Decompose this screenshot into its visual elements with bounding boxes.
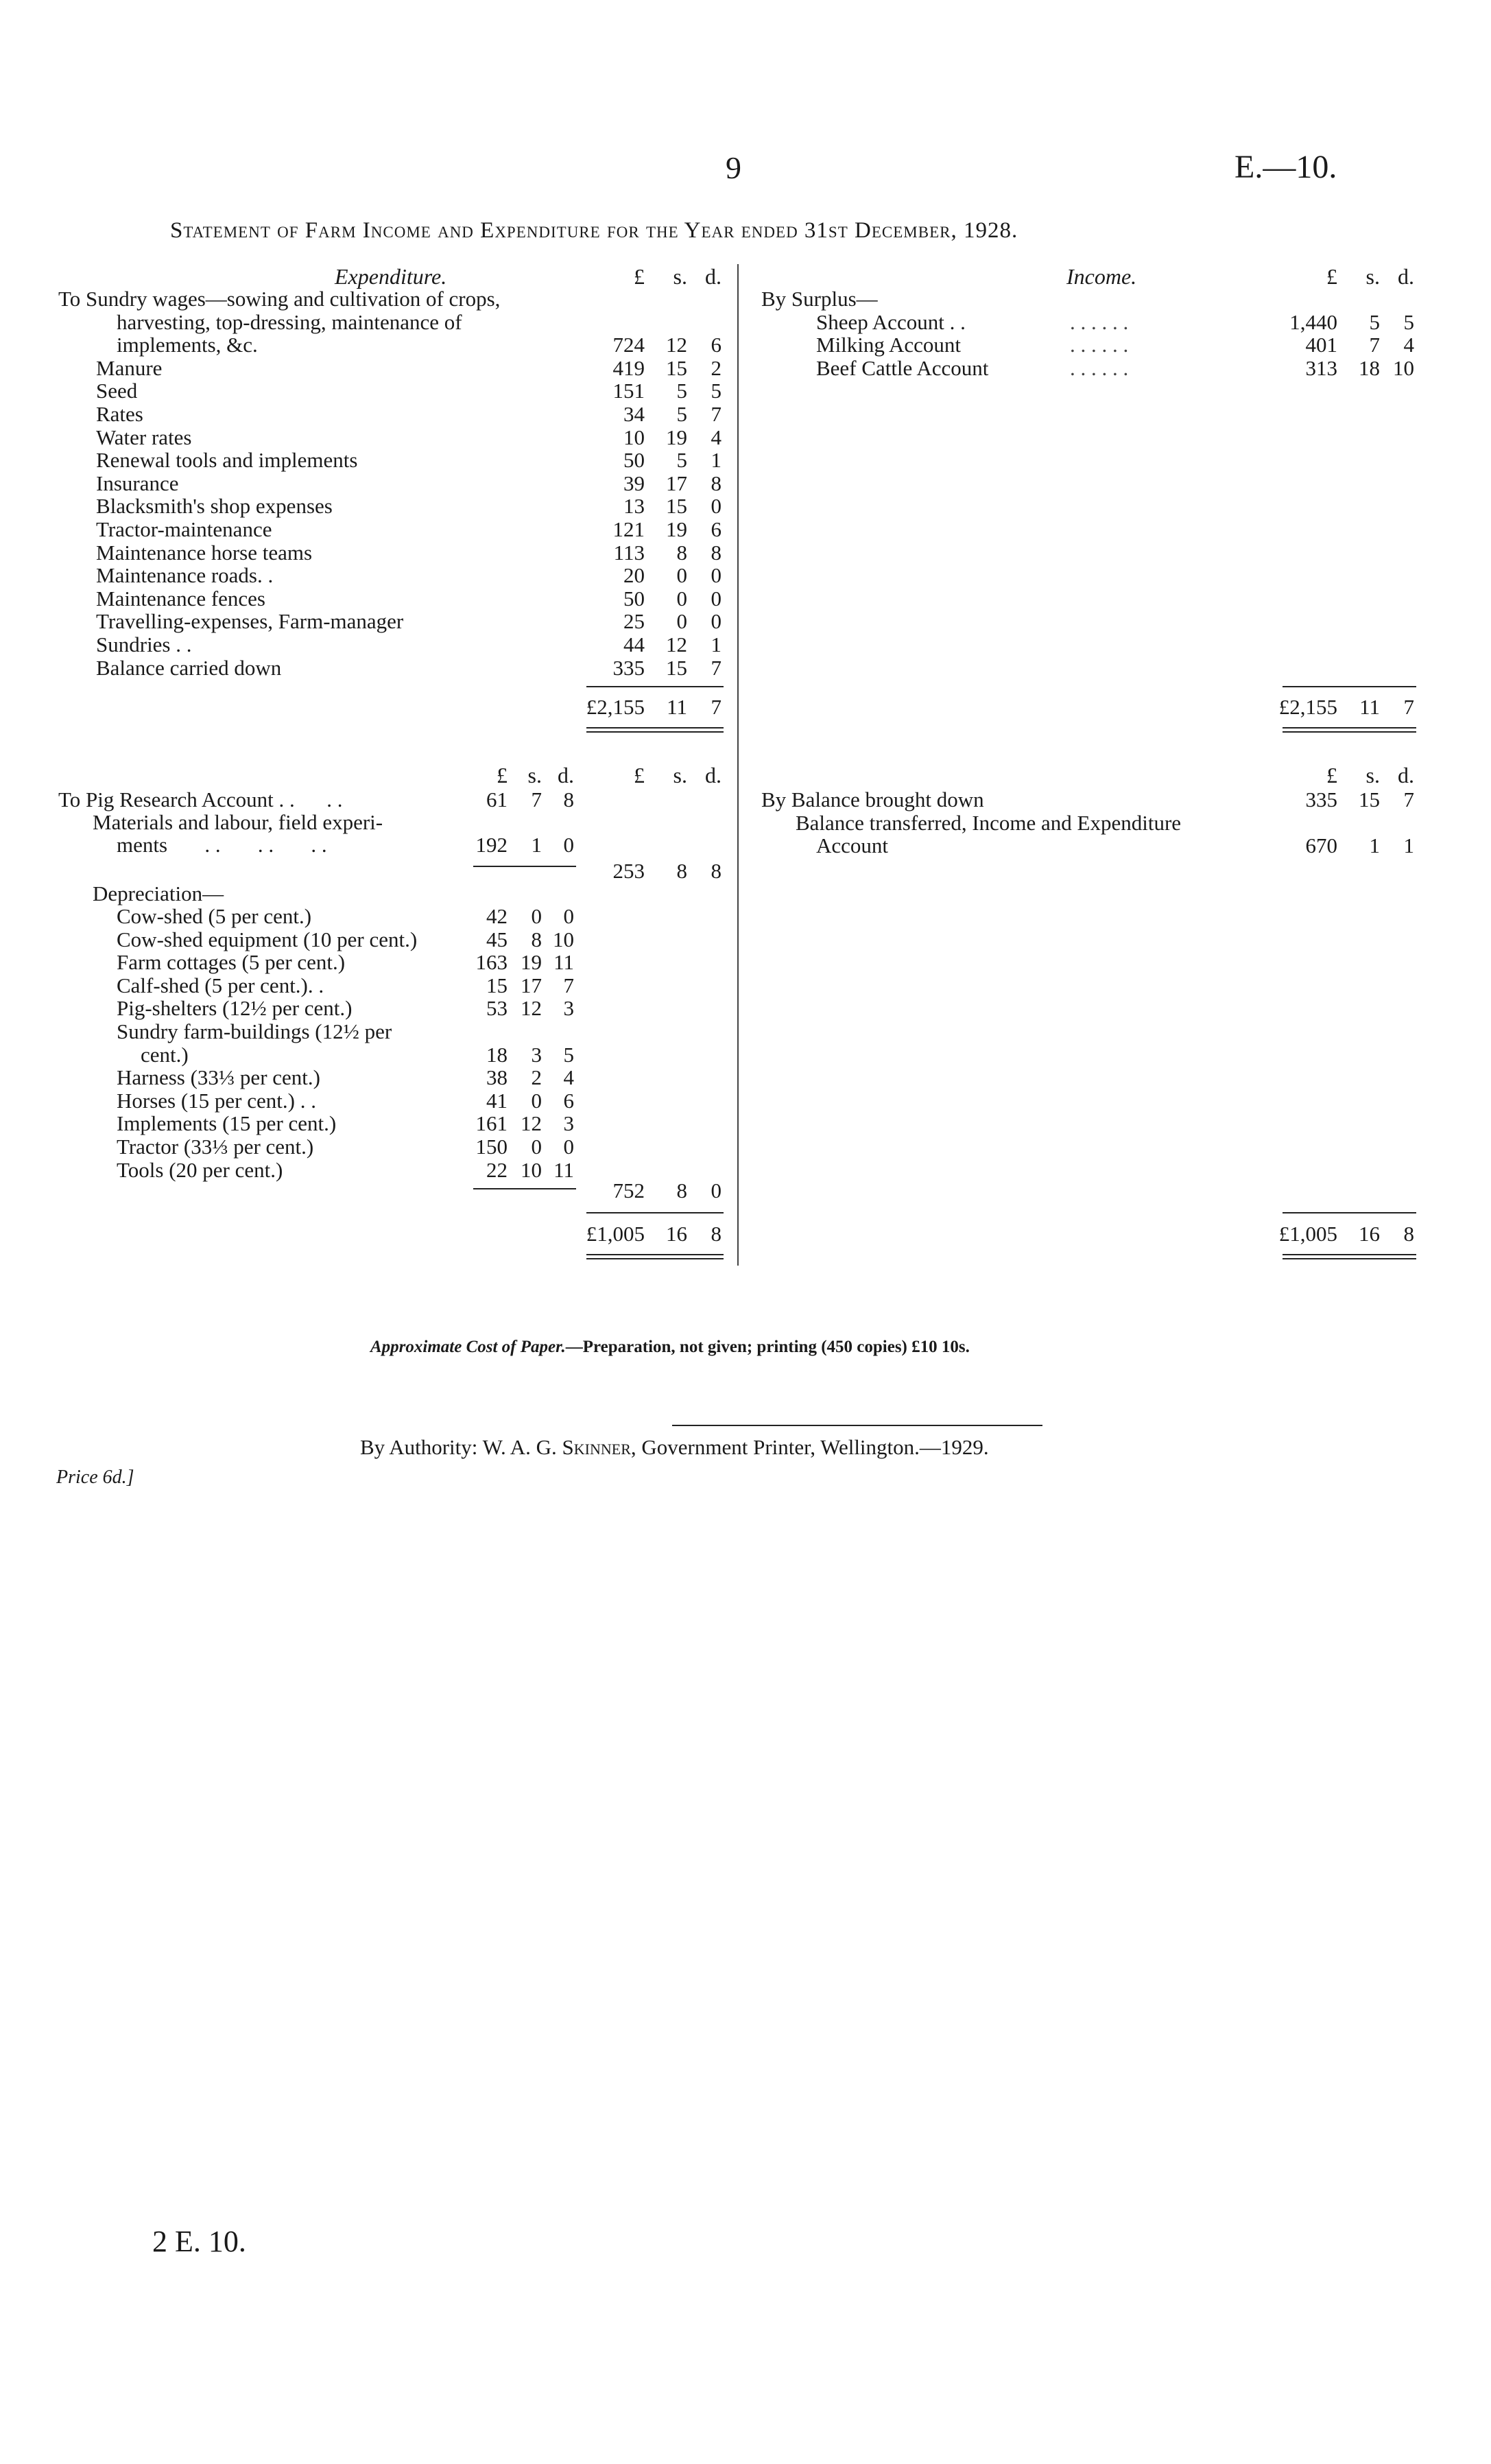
expenditure-row-shillings: 17 [666,471,687,495]
s2-total-rule-bottom-right-2 [1283,1258,1416,1259]
s2-col-shillings-right: s. [1365,763,1380,787]
expenditure-row-shillings: 15 [666,494,687,519]
total-shillings-right: 11 [1359,695,1380,719]
col-pounds-left: £ [634,264,645,289]
s2-income-row-pence: 7 [1403,787,1414,812]
depreciation-row-shillings: 19 [521,950,542,975]
depreciation-row-shillings: 12 [521,996,542,1021]
expenditure-row-label: Rates [96,402,143,426]
subtotal1-rule [473,866,576,867]
income-row-label: Beef Cattle Account [816,355,989,380]
depreciation-row-pounds: 18 [486,1042,508,1067]
subtotal1-shillings: 8 [676,859,687,883]
s2-total-rule-bottom-right [1283,1254,1416,1255]
archive-stamp: 2 E. 10. [152,2225,246,2258]
expenditure-row-pounds: 335 [612,655,645,680]
s2-col-pounds-left: £ [634,763,645,787]
document-reference: E.—10. [1234,149,1337,185]
s2-income-row-pence: 1 [1403,833,1414,858]
expenditure-row-label: Manure [96,355,163,380]
s2-income-row-label: Balance transferred, Income and Expenditure [796,810,1182,835]
expenditure-row-pounds: 25 [623,609,645,634]
depreciation-row-pounds: 53 [486,996,508,1021]
expenditure-row-pounds: 20 [623,563,645,588]
depreciation-row-pounds: 42 [486,904,508,928]
expenditure-row-shillings: 5 [676,402,687,426]
s2-total-pence-left: 8 [711,1222,721,1246]
s2-total-pounds-right: £1,005 [1278,1222,1337,1246]
depreciation-row-label: Calf-shed (5 per cent.). . [117,973,324,997]
expenditure-row-shillings: 19 [666,425,687,449]
depreciation-row-shillings: 3 [531,1042,542,1067]
expenditure-row-pence: 0 [711,609,721,634]
col-pence-left: d. [705,264,721,289]
depreciation-row-label: Farm cottages (5 per cent.) [117,950,346,975]
expenditure-row-pence: 1 [711,448,721,473]
materials-shillings: 1 [531,833,542,857]
depreciation-row-pounds: 150 [475,1135,508,1159]
expenditure-row-shillings: 5 [676,448,687,473]
s2-inner-col-shillings: s. [527,763,542,787]
depreciation-row-label: Implements (15 per cent.) [117,1111,337,1136]
s2-col-pence-left: d. [705,763,721,787]
materials-pounds: 192 [475,833,508,857]
depreciation-row-label: Cow-shed (5 per cent.) [117,904,312,928]
total-pounds-left: £2,155 [586,695,645,719]
expenditure-row-pence: 0 [711,563,721,588]
expenditure-row-pence: 6 [711,333,721,357]
total-rule-bottom-left-2 [586,731,724,733]
depreciation-row-shillings: 17 [521,973,542,997]
income-row-shillings: 7 [1369,333,1380,357]
s2-income-row-shillings: 15 [1359,787,1380,812]
s2-total-rule-bottom-left [586,1254,724,1255]
depreciation-row-pence: 6 [563,1088,574,1113]
subtotal2-rule [473,1188,576,1189]
income-row-label: By Surplus— [761,287,878,311]
col-shillings-left: s. [673,264,687,289]
income-row-pence: 5 [1403,309,1414,334]
depreciation-row-pence: 0 [563,904,574,928]
expenditure-row-label: Maintenance roads. . [96,563,274,588]
expenditure-row-pence: 7 [711,402,721,426]
total-shillings-left: 11 [667,695,687,719]
expenditure-row-pounds: 50 [623,448,645,473]
depreciation-row-shillings: 0 [531,904,542,928]
expenditure-row-shillings: 15 [666,655,687,680]
depreciation-row-pounds: 45 [486,927,508,951]
s2-col-pence-right: d. [1398,763,1414,787]
s2-total-rule-top-right [1283,1212,1416,1213]
income-row-label: Sheep Account . . [816,309,966,334]
depreciation-row-pounds: 38 [486,1065,508,1090]
s2-income-row-label: Account [816,833,889,858]
page-number: 9 [726,150,741,185]
s2-total-shillings-left: 16 [666,1222,687,1246]
depreciation-row-pence: 7 [563,973,574,997]
depreciation-row-shillings: 0 [531,1135,542,1159]
authority-line: By Authority: W. A. G. Skinner, Government Printer, Wellington.—1929. [360,1435,989,1459]
s2-income-row-pounds: 670 [1305,833,1337,858]
expenditure-row-shillings: 15 [666,355,687,380]
subtotal1-pence: 8 [711,859,721,883]
statement-title: Statement of Farm Income and Expenditure for the Year ended 31st December, 1928. [170,218,1018,243]
footer-rule [672,1425,1042,1426]
total-rule-bottom-left [586,727,724,728]
s2-income-row-pounds: 335 [1305,787,1337,812]
materials-label-2: ments . . . . . . [117,833,327,857]
expenditure-row-shillings: 5 [676,379,687,403]
depreciation-row-pounds: 41 [486,1088,508,1113]
expenditure-row-pounds: 113 [613,540,645,565]
expenditure-row-shillings: 12 [666,333,687,357]
subtotal2-pounds: 752 [612,1178,645,1203]
subtotal1-pounds: 253 [612,859,645,883]
expenditure-row-pence: 7 [711,655,721,680]
income-heading: Income. [1066,264,1137,289]
pig-research-pounds: 61 [486,787,508,812]
col-pence-right: d. [1398,264,1414,289]
depreciation-row-pounds: 163 [475,950,508,975]
income-row-pence: 4 [1403,333,1414,357]
income-row-leader-dots: . . . . . . [1070,309,1129,334]
expenditure-row-label: Water rates [96,425,192,449]
income-row-pounds: 1,440 [1289,309,1337,334]
expenditure-row-pounds: 419 [612,355,645,380]
expenditure-row-pence: 4 [711,425,721,449]
expenditure-row-pounds: 10 [623,425,645,449]
depreciation-row-pence: 5 [563,1042,574,1067]
depreciation-row-pence: 4 [563,1065,574,1090]
depreciation-row-pounds: 161 [475,1111,508,1136]
depreciation-row-pence: 3 [563,1111,574,1136]
pig-research-shillings: 7 [531,787,542,812]
depreciation-row-shillings: 2 [531,1065,542,1090]
col-shillings-right: s. [1365,264,1380,289]
depreciation-row-shillings: 12 [521,1111,542,1136]
total-pence-left: 7 [711,695,721,719]
expenditure-row-pence: 1 [711,632,721,656]
s2-income-row-label: By Balance brought down [761,787,984,812]
total-rule-bottom-right-2 [1283,731,1416,733]
depreciation-row-pence: 3 [563,996,574,1021]
expenditure-row-label: Seed [96,379,138,403]
expenditure-heading: Expenditure. [335,264,447,289]
total-rule-top-left [586,686,724,687]
s2-total-pence-right: 8 [1403,1222,1414,1246]
income-row-pounds: 401 [1305,333,1337,357]
income-row-label: Milking Account [816,333,961,357]
expenditure-row-label: implements, &c. [117,333,258,357]
expenditure-row-label: Maintenance horse teams [96,540,313,565]
expenditure-row-pence: 0 [711,494,721,519]
s2-inner-col-pounds: £ [497,763,508,787]
depreciation-row-label: Tractor (33⅓ per cent.) [117,1135,314,1159]
s2-total-rule-bottom-left-2 [586,1258,724,1259]
subtotal2-pence: 0 [711,1178,721,1203]
expenditure-row-pounds: 39 [623,471,645,495]
expenditure-row-pounds: 151 [612,379,645,403]
expenditure-row-label: Sundries . . [96,632,192,656]
expenditure-row-pence: 8 [711,540,721,565]
total-pence-right: 7 [1403,695,1414,719]
subtotal2-shillings: 8 [676,1178,687,1203]
s2-col-shillings-left: s. [673,763,687,787]
expenditure-row-label: Balance carried down [96,655,282,680]
depreciation-row-label: cent.) [141,1042,189,1067]
depreciation-row-label: Sundry farm-buildings (12½ per [117,1019,392,1043]
s2-total-rule-top-left [586,1212,724,1213]
depreciation-row-label: Cow-shed equipment (10 per cent.) [117,927,418,951]
expenditure-row-pence: 8 [711,471,721,495]
depreciation-row-label: Harness (33⅓ per cent.) [117,1065,320,1090]
income-row-leader-dots: . . . . . . [1070,333,1129,357]
depreciation-row-label: Pig-shelters (12½ per cent.) [117,996,353,1021]
expenditure-row-label: Maintenance fences [96,586,266,611]
expenditure-row-shillings: 8 [676,540,687,565]
expenditure-row-label: Insurance [96,471,179,495]
price-label: Price 6d.] [56,1467,134,1488]
expenditure-row-shillings: 0 [676,586,687,611]
expenditure-row-label: To Sundry wages—sowing and cultivation of crops, [58,287,501,311]
expenditure-row-pounds: 121 [612,517,645,541]
income-row-pence: 10 [1393,355,1414,380]
expenditure-row-label: Tractor-maintenance [96,517,272,541]
expenditure-row-pence: 6 [711,517,721,541]
depreciation-row-shillings: 0 [531,1088,542,1113]
expenditure-row-pounds: 34 [623,402,645,426]
expenditure-row-shillings: 0 [676,609,687,634]
depreciation-row-pounds: 15 [486,973,508,997]
col-pounds-right: £ [1326,264,1337,289]
expenditure-row-pounds: 724 [612,333,645,357]
s2-inner-col-pence: d. [558,763,574,787]
expenditure-row-pence: 2 [711,355,721,380]
expenditure-row-shillings: 12 [666,632,687,656]
depreciation-row-pence: 10 [553,927,574,951]
expenditure-row-pence: 5 [711,379,721,403]
income-row-leader-dots: . . . . . . [1070,355,1129,380]
total-rule-top-right [1283,686,1416,687]
income-row-shillings: 18 [1359,355,1380,380]
expenditure-row-pence: 0 [711,586,721,611]
depreciation-row-label: Tools (20 per cent.) [117,1157,283,1182]
income-row-shillings: 5 [1369,309,1380,334]
income-row-pounds: 313 [1305,355,1337,380]
depreciation-row-pence: 11 [553,1157,574,1182]
s2-income-row-shillings: 1 [1369,833,1380,858]
expenditure-row-label: Travelling-expenses, Farm-manager [96,609,404,634]
expenditure-row-shillings: 0 [676,563,687,588]
total-pounds-right: £2,155 [1278,695,1337,719]
depreciation-row-shillings: 8 [531,927,542,951]
materials-label-1: Materials and labour, field experi- [93,810,383,834]
expenditure-row-shillings: 19 [666,517,687,541]
expenditure-row-label: Blacksmith's shop expenses [96,494,333,519]
depreciation-row-label: Horses (15 per cent.) . . [117,1088,316,1113]
expenditure-row-pounds: 13 [623,494,645,519]
column-divider [737,264,739,1266]
expenditure-row-label: harvesting, top-dressing, maintenance of [117,309,462,334]
expenditure-row-label: Renewal tools and implements [96,448,358,473]
depreciation-row-shillings: 10 [521,1157,542,1182]
depreciation-row-pounds: 22 [486,1157,508,1182]
materials-pence: 0 [563,833,574,857]
total-rule-bottom-right [1283,727,1416,728]
s2-col-pounds-right: £ [1326,763,1337,787]
depreciation-heading: Depreciation— [93,881,224,905]
depreciation-row-pence: 11 [553,950,574,975]
pig-research-pence: 8 [563,787,574,812]
depreciation-row-pence: 0 [563,1135,574,1159]
s2-total-shillings-right: 16 [1359,1222,1380,1246]
pig-research-label: To Pig Research Account . . . . [58,787,343,812]
expenditure-row-pounds: 50 [623,586,645,611]
expenditure-row-pounds: 44 [623,632,645,656]
s2-total-pounds-left: £1,005 [586,1222,645,1246]
cost-of-paper-note: Approximate Cost of Paper.—Preparation, not given; printing (450 copies) £10 10s. [370,1338,970,1356]
